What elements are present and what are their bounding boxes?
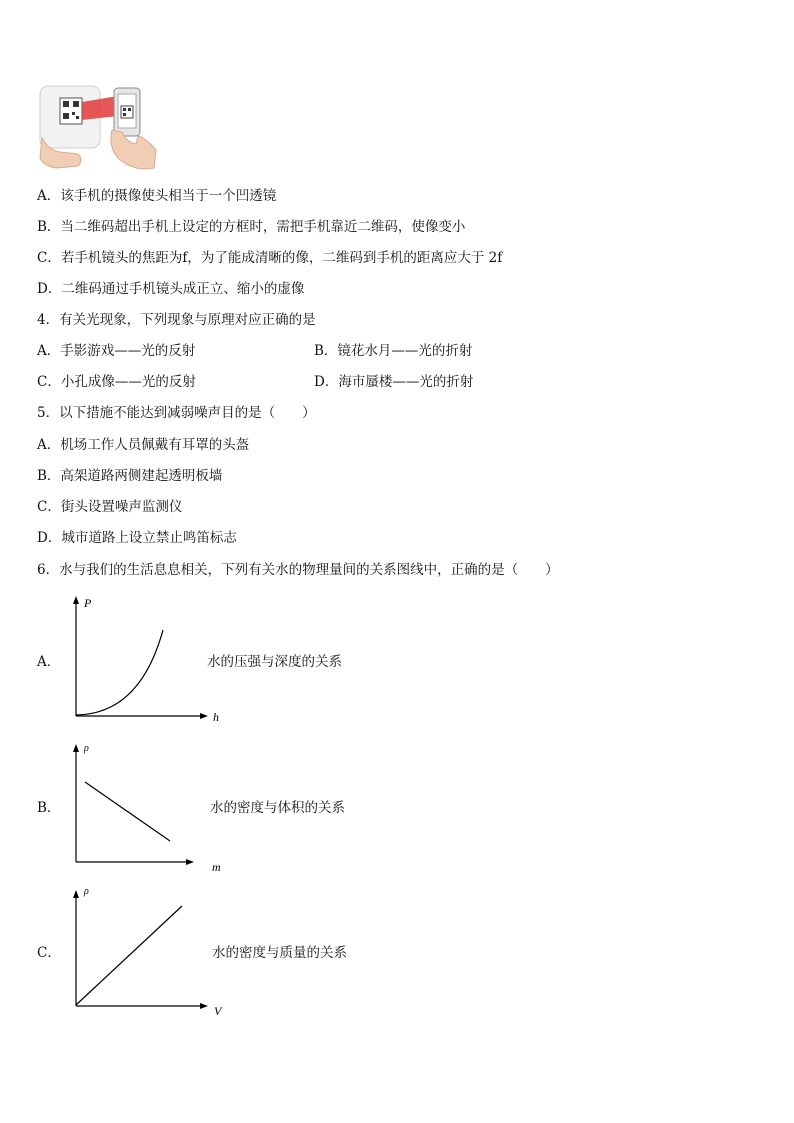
q5-option-b: B．高架道路两侧建起透明板墙 — [37, 468, 223, 484]
phone-scanning-qr-figure — [38, 80, 158, 175]
q6-option-a-letter: A． — [37, 654, 61, 670]
q6-graph-b-line — [85, 782, 170, 841]
q6-graph-a-curve — [76, 630, 163, 715]
q6-graph-c-line — [76, 906, 182, 1005]
q6-graph-a-y-label: P — [84, 596, 92, 610]
q5-option-d: D．城市道路上设立禁止鸣笛标志 — [37, 530, 237, 546]
q4-option-a: A．手影游戏——光的反射 — [37, 343, 196, 359]
q3-option-b: B．当二维码超出手机上设定的方框时，需把手机靠近二维码，使像变小 — [37, 219, 466, 235]
q4-stem: 4．有关光现象，下列现象与原理对应正确的是 — [37, 312, 316, 328]
q5-stem: 5．以下措施不能达到减弱噪声目的是（ ） — [37, 405, 316, 421]
q6-graph-c-caption: 水的密度与质量的关系 — [212, 945, 347, 961]
q3-option-c: C．若手机镜头的焦距为f，为了能成清晰的像，二维码到手机的距离应大于 2f — [37, 250, 503, 266]
q6-graph-b-x-label: m — [212, 860, 221, 873]
q4-option-c: C．小孔成像——光的反射 — [37, 374, 196, 390]
q3-option-d: D．二维码通过手机镜头成正立、缩小的虚像 — [37, 281, 305, 297]
q6-graph-c-y-label: ρ — [84, 886, 89, 897]
q5-option-a: A．机场工作人员佩戴有耳罩的头盔 — [37, 437, 250, 453]
q6-graph-c-x-label: V — [214, 1004, 222, 1018]
q4-option-b: B．镜花水月——光的折射 — [314, 343, 473, 359]
q6-option-c-letter: C． — [37, 945, 61, 961]
q6-graph-a-caption: 水的压强与深度的关系 — [207, 654, 342, 670]
q6-graph-a-x-label: h — [213, 710, 219, 724]
q5-option-c: C．街头设置噪声监测仪 — [37, 499, 183, 515]
q6-graph-b-y-label: ρ — [84, 743, 89, 754]
q6-stem: 6．水与我们的生活息息相关，下列有关水的物理量间的关系图线中，正确的是（ ） — [37, 562, 559, 578]
q3-option-a: A．该手机的摄像使头相当于一个凹透镜 — [37, 188, 277, 204]
q4-option-d: D．海市蜃楼——光的折射 — [314, 374, 474, 390]
q6-graph-b-caption: 水的密度与体积的关系 — [210, 800, 345, 816]
q6-option-b-letter: B． — [37, 800, 61, 816]
